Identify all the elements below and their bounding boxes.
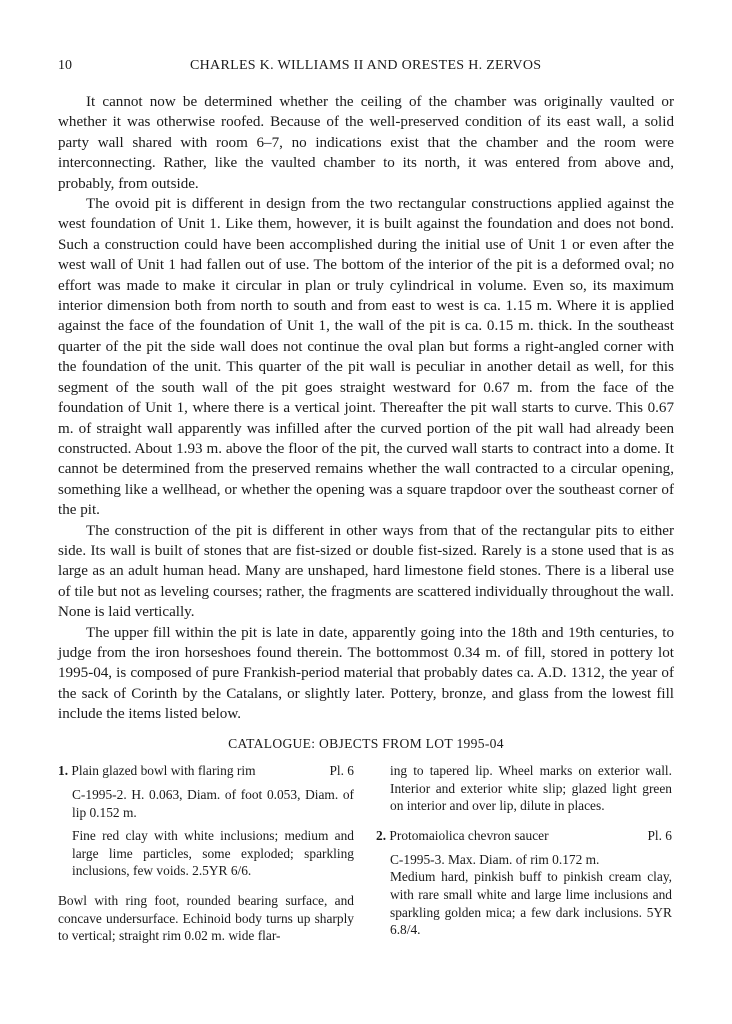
entry-number: 1. — [58, 763, 69, 778]
inventory-data: C-1995-3. Max. Diam. of rim 0.172 m. — [390, 851, 600, 867]
object-description: Bowl with ring foot, rounded bearing surface, and concave undersurface. Echinoid body turns up sharply to vertical; straight rim 0.02 m. wide flar- — [58, 892, 354, 944]
running-head-authors: CHARLES K. WILLIAMS II AND ORESTES H. ZERVOS — [190, 58, 542, 73]
catalogue-column-left — [58, 762, 354, 945]
plate-reference: Pl. 6 — [329, 763, 354, 778]
paragraph: The upper fill within the pit is late in date, apparently going into the 18th and 19th centuries, to judge from the iron horseshoes found therein. The bottommost 0.34 m. of fill, stored in pottery lot 1995-04, is composed of pure Frankish-period material that probably dates ca. A.D. 1312, the year of the sack of Corinth by the Catalans, or slightly later. Pottery, bronze, and glass from the lowest fill include the items listed below. — [58, 624, 674, 723]
paragraph: The ovoid pit is different in design from the two rectangular constructions applied against the west foundation of Unit 1. Like them, however, it is built against the foundation and does not bond. Such a construction could have been accomplished during the initial use of Unit 1 or even after the west wall of Unit 1 had fallen out of use. The bottom of the interior of the pit is a deformed oval; no effort was made to make it circular in plan or truly cylindrical in volume. Even so, its maximum interior dimension both from north to south and from east to west is ca. 1.15 m. Where it is applied against the face of the foundation of Unit 1, the wall of the pit is ca. 0.15 m. thick. In the southeast quarter of the pit the side wall does not continue the oval plan but forms a right-angled corner with the foundation of the unit. This quarter of the pit wall is peculiar in another detail as well, for this segment of the south wall of the pit goes straight westward for 0.67 m. from the face of the foundation of Unit 1, where there is a vertical joint. Thereafter the pit wall starts to curve. This 0.67 m. of straight wall apparently was infilled after the curved portion of the pit wall had already been constructed. About 1.93 m. above the floor of the pit, the curved wall starts to contract into a dome. It cannot be determined from the preserved remains whether the wall contracted to a circular opening, something like a wellhead, or whether the opening was a square trapdoor over the southeast corner of the pit. — [58, 196, 674, 519]
object-description-continued: ing to tapered lip. Wheel marks on exterior wall. Interior and exterior white slip; glazed light green on interior and over lip, dilute in places. — [390, 763, 672, 814]
catalogue-entry-heading — [58, 762, 354, 780]
paragraph: The construction of the pit is different in other ways from that of the rectangular pits to either side. Its wall is built of stones that are fist-sized or double fist-sized. Rarely is a stone used that is as large as an adult human head. Many are unshaped, hard limestone field stones. There is a liberal use of tile but not as leveling courses; rather, the fragments are scattered individually throughout the wall. None is laid vertically. — [58, 522, 674, 621]
running-header — [58, 58, 674, 78]
entry-name: Protomaiolica chevron saucer — [389, 827, 549, 843]
catalogue-heading: CATALOGUE: OBJECTS FROM LOT 1995-04 — [228, 736, 504, 751]
page-number: 10 — [58, 58, 72, 73]
body-text — [58, 92, 674, 725]
plate-reference: Pl. 6 — [647, 827, 672, 843]
inventory-data: C-1995-2. H. 0.063, Diam. of foot 0.053, Diam. of lip 0.152 m. — [72, 787, 354, 820]
fabric-description: Fine red clay with white inclusions; medium and large lime particles, some exploded; sparkling inclusions, few voids. 2.5YR 6/6. — [72, 828, 354, 879]
paragraph: It cannot now be determined whether the ceiling of the chamber was originally vaulted or whether it was otherwise roofed. Because of the well-preserved condition of its east wall, a solid party wall shared with room 6–7, no indications exist that the chamber and the room were interconnecting. Rather, like the vaulted chamber to its north, it was entered from above and, probably, from outside. — [58, 94, 674, 192]
catalogue-entry-heading — [376, 827, 672, 845]
entry-name: Plain glazed bowl with flaring rim — [71, 763, 256, 778]
catalogue-column-right — [376, 762, 672, 939]
entry-number: 2. — [376, 827, 387, 843]
fabric-description: Medium hard, pinkish buff to pinkish cream clay, with rare small white and large lime inclusions and sparkling golden mica; a few dark inclusions. 5YR 6.8/4. — [390, 869, 672, 938]
